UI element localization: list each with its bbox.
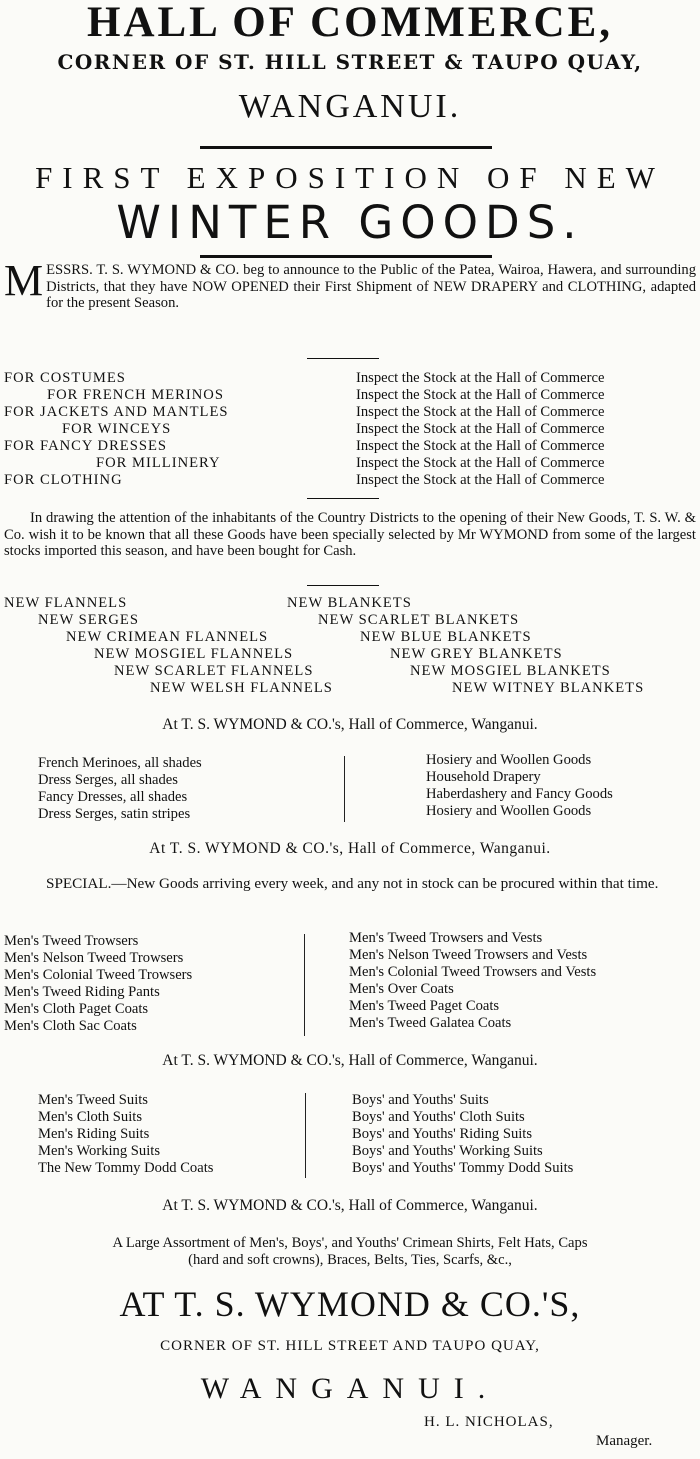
intro-paragraph (4, 256, 696, 312)
list-item: Men's Tweed Riding Pants (4, 984, 160, 1000)
list-item: Men's Colonial Tweed Trowsers and Vests (349, 964, 597, 980)
list-item: Hosiery and Woollen Goods (426, 752, 592, 768)
for-item: FOR CLOTHING (4, 472, 123, 488)
footer-address: CORNER OF ST. HILL STREET AND TAUPO QUAY, (160, 1338, 540, 1354)
list-item: Boys' and Youths' Suits (352, 1092, 489, 1108)
inspect-text: Inspect the Stock at the Hall of Commerce (356, 472, 605, 488)
list-item: Men's Nelson Tweed Trowsers (4, 950, 184, 966)
at-wymond-line: At T. S. WYMOND & CO.'s, Hall of Commerce, Wanganui. (162, 1052, 538, 1069)
list-item: Household Drapery (426, 769, 541, 785)
for-item: FOR FRENCH MERINOS (47, 387, 224, 403)
list-item: Boys' and Youths' Working Suits (352, 1143, 543, 1159)
for-item: FOR JACKETS AND MANTLES (4, 404, 229, 420)
inspect-text: Inspect the Stock at the Hall of Commerce (356, 421, 605, 437)
new-blanket-item: NEW SCARLET BLANKETS (318, 612, 520, 628)
inspect-text: Inspect the Stock at the Hall of Commerce (356, 404, 605, 420)
inspect-text: Inspect the Stock at the Hall of Commerce (356, 370, 605, 386)
list-item: Men's Over Coats (349, 981, 454, 997)
rule-thick (200, 255, 492, 258)
footer-wymond-heading: AT T. S. WYMOND & CO.'S, (119, 1284, 581, 1324)
short-divider (307, 498, 379, 499)
advert-title: HALL OF COMMERCE, (87, 0, 613, 46)
list-item: Men's Tweed Suits (38, 1092, 148, 1108)
new-flannel-item: NEW CRIMEAN FLANNELS (66, 629, 269, 645)
new-flannel-item: NEW FLANNELS (4, 595, 128, 611)
new-flannel-item: NEW SERGES (38, 612, 139, 628)
country-districts-paragraph: In drawing the attention of the inhabitants of the Country Districts to the opening of their New Goods, T. S. W. & Co. wish it to be known that all these Goods have been specially selected by Mr WYMOND from some of the largest stocks imported this season, and have been bought for Cash. (4, 510, 696, 559)
new-blanket-item: NEW BLANKETS (287, 595, 412, 611)
headline-winter-goods: WINTER GOODS. (116, 196, 584, 249)
list-item: Men's Cloth Suits (38, 1109, 142, 1125)
inspect-text: Inspect the Stock at the Hall of Commerce (356, 438, 605, 454)
signatory-role: Manager. (596, 1433, 653, 1449)
short-divider (307, 358, 379, 359)
new-blanket-item: NEW BLUE BLANKETS (360, 629, 532, 645)
for-item: FOR COSTUMES (4, 370, 126, 386)
rule-thick (200, 146, 492, 149)
town-heading: WANGANUI. (238, 88, 462, 125)
for-item: FOR MILLINERY (96, 455, 221, 471)
special-notice: SPECIAL.—New Goods arriving every week, and any not in stock can be procured within that time. (46, 875, 659, 892)
list-item: Men's Riding Suits (38, 1126, 150, 1142)
new-flannel-item: NEW WELSH FLANNELS (150, 680, 333, 696)
list-item: The New Tommy Dodd Coats (38, 1160, 214, 1176)
column-divider (304, 934, 305, 1036)
list-item: Dress Serges, all shades (38, 772, 178, 788)
list-item: Dress Serges, satin stripes (38, 806, 191, 822)
new-flannel-item: NEW MOSGIEL FLANNELS (94, 646, 294, 662)
list-item: Men's Cloth Sac Coats (4, 1018, 137, 1034)
new-flannel-item: NEW SCARLET FLANNELS (114, 663, 314, 679)
list-item: Men's Tweed Galatea Coats (349, 1015, 512, 1031)
new-blanket-item: NEW MOSGIEL BLANKETS (410, 663, 611, 679)
list-item: Fancy Dresses, all shades (38, 789, 188, 805)
list-item: Men's Working Suits (38, 1143, 161, 1159)
list-item: Boys' and Youths' Riding Suits (352, 1126, 533, 1142)
at-wymond-line: At T. S. WYMOND & CO.'s, Hall of Commerce, Wanganui. (162, 1197, 538, 1214)
column-divider (305, 1093, 306, 1178)
list-item: Men's Cloth Paget Coats (4, 1001, 149, 1017)
column-divider (344, 756, 345, 822)
at-wymond-line: At T. S. WYMOND & CO.'s, Hall of Commerce, Wanganui. (162, 716, 538, 733)
address-line: CORNER OF ST. HILL STREET & TAUPO QUAY, (57, 50, 643, 74)
list-item: Men's Tweed Trowsers and Vests (349, 930, 543, 946)
new-blanket-item: NEW WITNEY BLANKETS (452, 680, 645, 696)
list-item: Men's Nelson Tweed Trowsers and Vests (349, 947, 588, 963)
footer-town: WANGANUI. (200, 1372, 500, 1405)
new-blanket-item: NEW GREY BLANKETS (390, 646, 563, 662)
assortment-line-1: A Large Assortment of Men's, Boys', and Youths' Crimean Shirts, Felt Hats, Caps (112, 1235, 588, 1251)
list-item: Haberdashery and Fancy Goods (426, 786, 613, 802)
list-item: Hosiery and Woollen Goods (426, 803, 592, 819)
at-wymond-line: At T. S. WYMOND & CO.'s, Hall of Commerce, Wanganui. (149, 840, 551, 857)
short-divider (307, 585, 379, 586)
signatory-name: H. L. NICHOLAS, (424, 1414, 554, 1430)
list-item: Men's Colonial Tweed Trowsers (4, 967, 193, 983)
dropcap: M (4, 256, 44, 305)
inspect-text: Inspect the Stock at the Hall of Commerce (356, 387, 605, 403)
assortment-line-2: (hard and soft crowns), Braces, Belts, Ties, Scarfs, &c., (188, 1252, 512, 1268)
headline-first-exposition: FIRST EXPOSITION OF NEW (35, 160, 665, 195)
for-item: FOR FANCY DRESSES (4, 438, 167, 454)
list-item: Men's Tweed Paget Coats (349, 998, 500, 1014)
for-item: FOR WINCEYS (62, 421, 172, 437)
intro-text: ESSRS. T. S. WYMOND & CO. beg to announce to the Public of the Patea, Wairoa, Hawera, and surrounding Districts, that they have NOW OPENED their First Shipment of NEW DRAPERY and CLOTHING, adapted for the present Season. (46, 262, 696, 311)
list-item: Boys' and Youths' Tommy Dodd Suits (352, 1160, 574, 1176)
list-item: Boys' and Youths' Cloth Suits (352, 1109, 525, 1125)
list-item: Men's Tweed Trowsers (4, 933, 139, 949)
list-item: French Merinoes, all shades (38, 755, 202, 771)
inspect-text: Inspect the Stock at the Hall of Commerce (356, 455, 605, 471)
